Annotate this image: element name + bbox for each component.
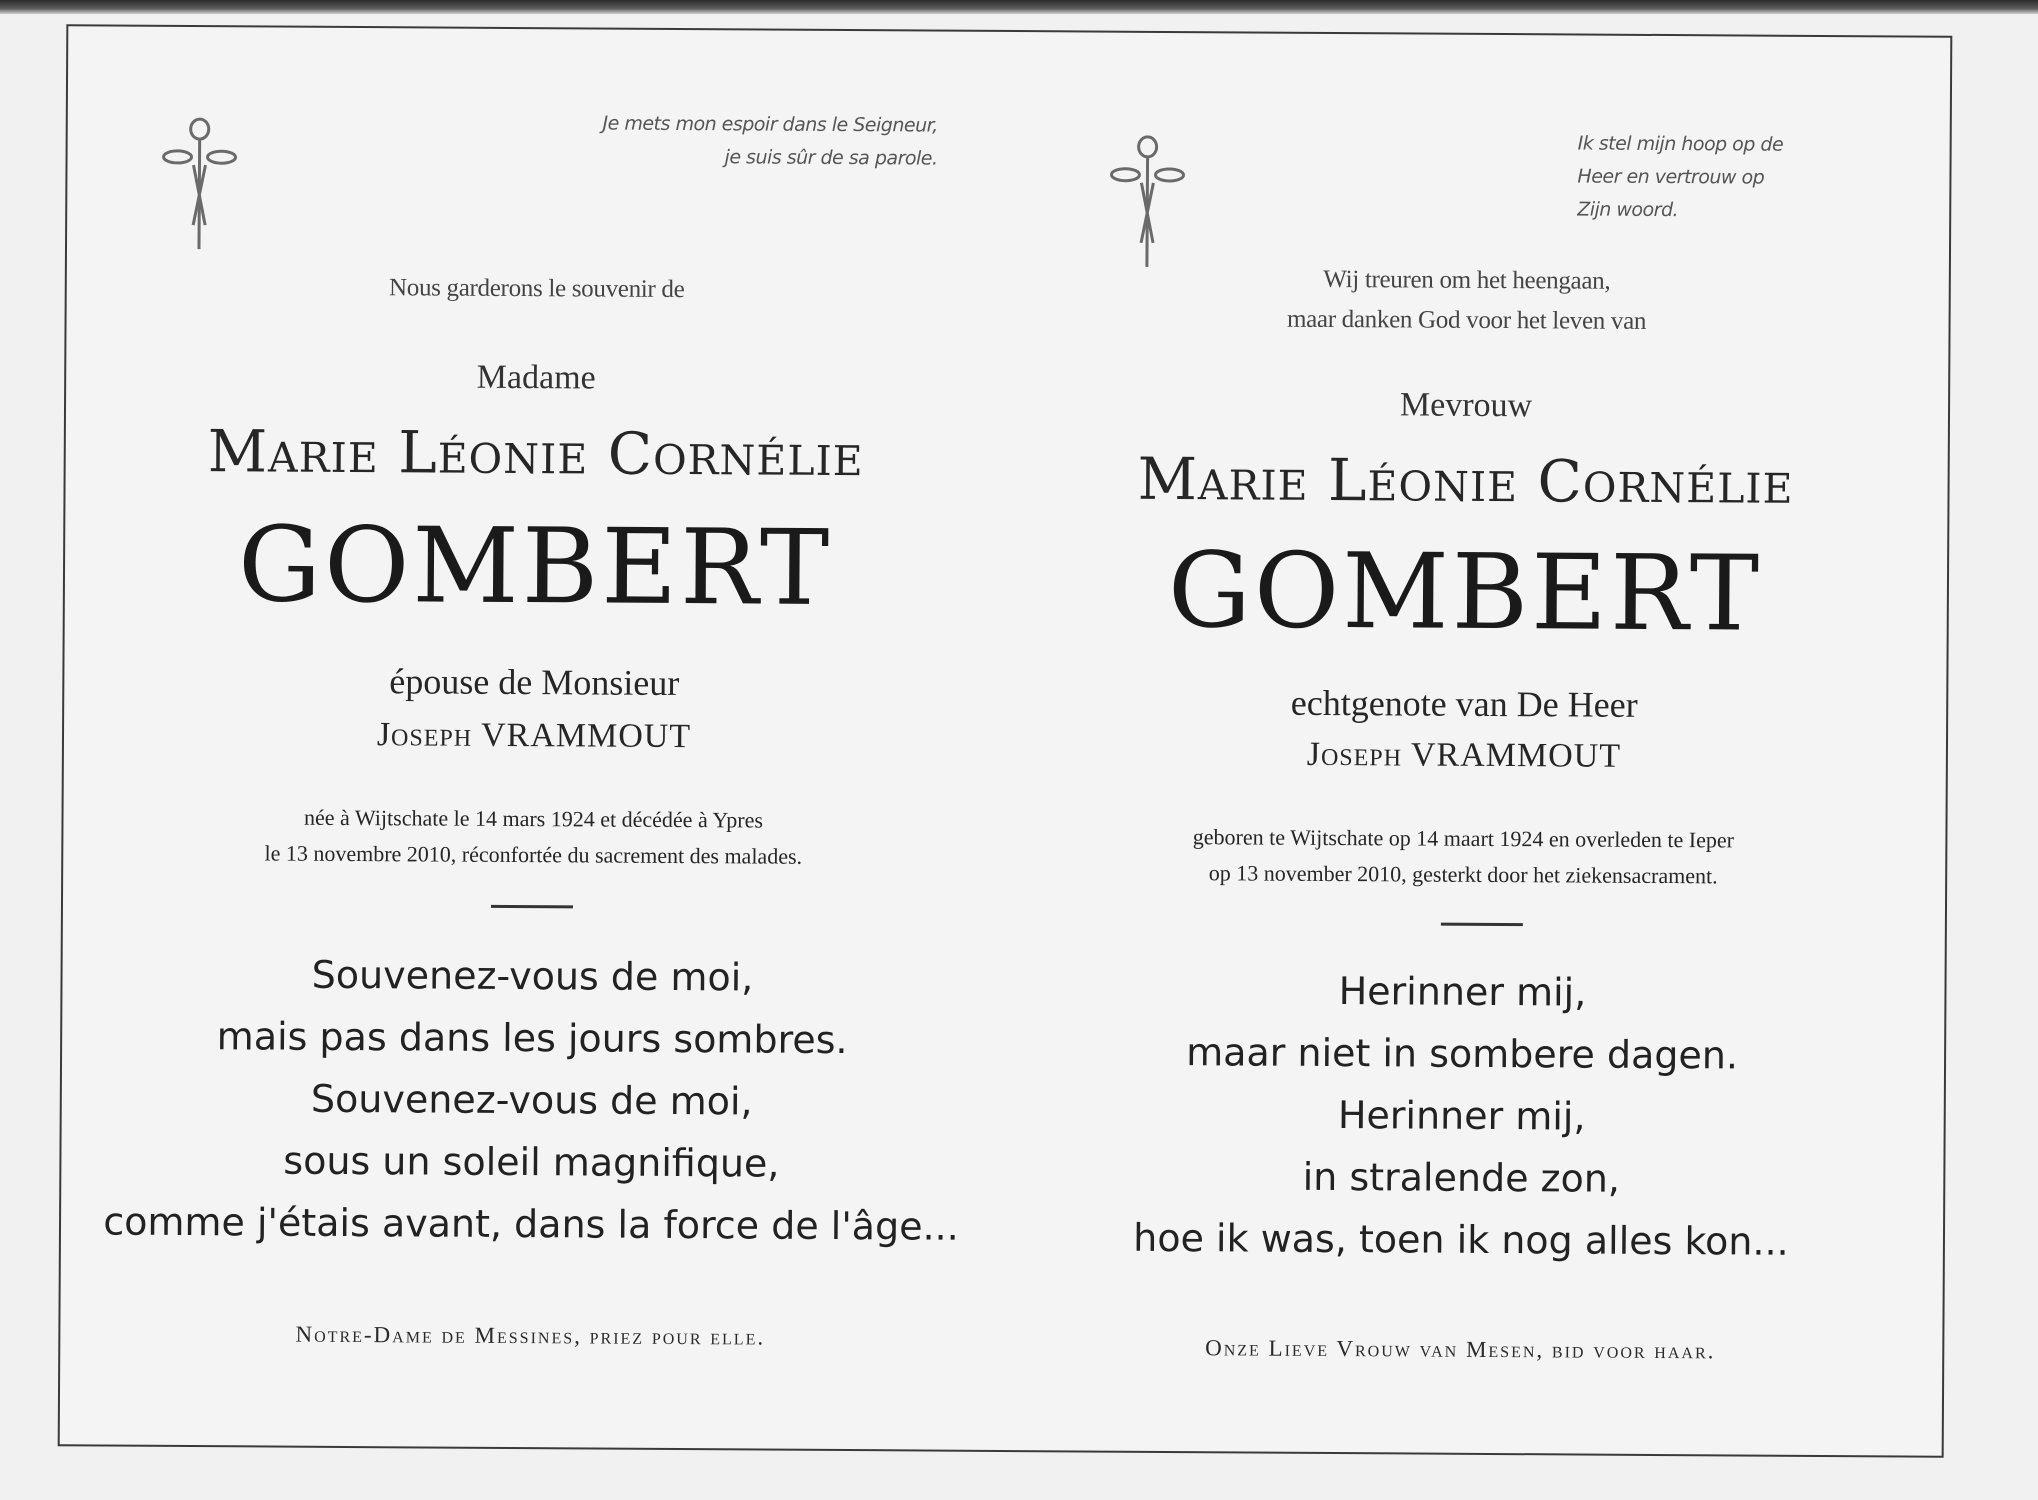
right-epigraph-line: Ik stel mijn hoop op de bbox=[1577, 132, 1784, 156]
right-prayer: Onze Lieve Vrouw van Mesen, bid voor haar. bbox=[1205, 1335, 1716, 1364]
left-poem-line: mais pas dans les jours sombres. bbox=[216, 1014, 848, 1063]
left-epigraph-line: je suis sûr de sa parole. bbox=[724, 146, 938, 170]
left-dates-line: née à Wijtschate le 14 mars 1924 et décédée à Ypres bbox=[303, 804, 764, 833]
right-intro bbox=[1026, 258, 1906, 343]
right-poem-line: hoe ik was, toen ik nog alles kon... bbox=[1133, 1215, 1789, 1264]
scan-top-edge bbox=[0, 0, 2038, 14]
right-dates-line: geboren te Wijtschate op 14 maart 1924 en overleden te Ieper bbox=[1192, 824, 1735, 853]
left-poem-line: sous un soleil magnifique, bbox=[283, 1138, 780, 1186]
right-poem-line: Herinner mij, bbox=[1337, 1093, 1586, 1139]
right-given-names: Marie Léonie Cornélie bbox=[1137, 444, 1794, 517]
left-divider bbox=[491, 905, 573, 909]
right-spouse-line: echtgenote van De Heer bbox=[1290, 682, 1638, 725]
left-title: Madame bbox=[476, 358, 596, 397]
right-dates bbox=[1023, 818, 1903, 895]
ornamental-cross-icon bbox=[1107, 133, 1188, 273]
left-poem-line: Souvenez-vous de moi, bbox=[310, 1076, 753, 1124]
left-surname: GOMBERT bbox=[237, 503, 833, 629]
left-poem bbox=[61, 942, 1003, 1258]
right-epigraph-line: Heer en vertrouw op bbox=[1577, 165, 1765, 189]
left-dates-line: le 13 novembre 2010, réconfortée du sacrement des malades. bbox=[264, 840, 803, 869]
right-poem-line: in stralende zon, bbox=[1302, 1154, 1621, 1201]
left-dates bbox=[63, 798, 1003, 876]
right-title: Mevrouw bbox=[1399, 386, 1533, 425]
right-epigraph bbox=[1577, 127, 1908, 228]
right-intro-line: Wij treuren om het heengaan, bbox=[1323, 265, 1611, 295]
left-epigraph-line: Je mets mon espoir dans le Seigneur, bbox=[602, 112, 938, 137]
memorial-card-frame bbox=[58, 24, 1953, 1457]
right-dates-line: op 13 november 2010, gesterkt door het ziekensacrament. bbox=[1208, 860, 1718, 889]
right-epigraph-line: Zijn woord. bbox=[1577, 198, 1679, 222]
left-intro: Nous garderons le souvenir de bbox=[388, 274, 685, 304]
left-given-names: Marie Léonie Cornélie bbox=[207, 417, 864, 490]
right-surname: GOMBERT bbox=[1167, 528, 1763, 655]
right-poem-line: maar niet in sombere dagen. bbox=[1186, 1030, 1739, 1078]
right-poem-line: Herinner mij, bbox=[1338, 969, 1587, 1015]
right-poem bbox=[1021, 958, 1903, 1273]
ornamental-cross-icon bbox=[159, 115, 240, 255]
left-spouse-line: épouse de Monsieur bbox=[389, 661, 680, 704]
left-poem-line: Souvenez-vous de moi, bbox=[311, 952, 754, 1000]
left-spouse-name: Joseph VRAMMOUT bbox=[376, 716, 692, 756]
right-intro-line: maar danken God voor het leven van bbox=[1286, 305, 1647, 335]
left-poem-line: comme j'étais avant, dans la force de l'âge... bbox=[103, 1199, 959, 1249]
right-spouse-name: Joseph VRAMMOUT bbox=[1306, 735, 1622, 775]
left-prayer: Notre-Dame de Messines, priez pour elle. bbox=[295, 1321, 766, 1350]
left-epigraph bbox=[467, 107, 937, 176]
right-divider bbox=[1441, 923, 1523, 927]
